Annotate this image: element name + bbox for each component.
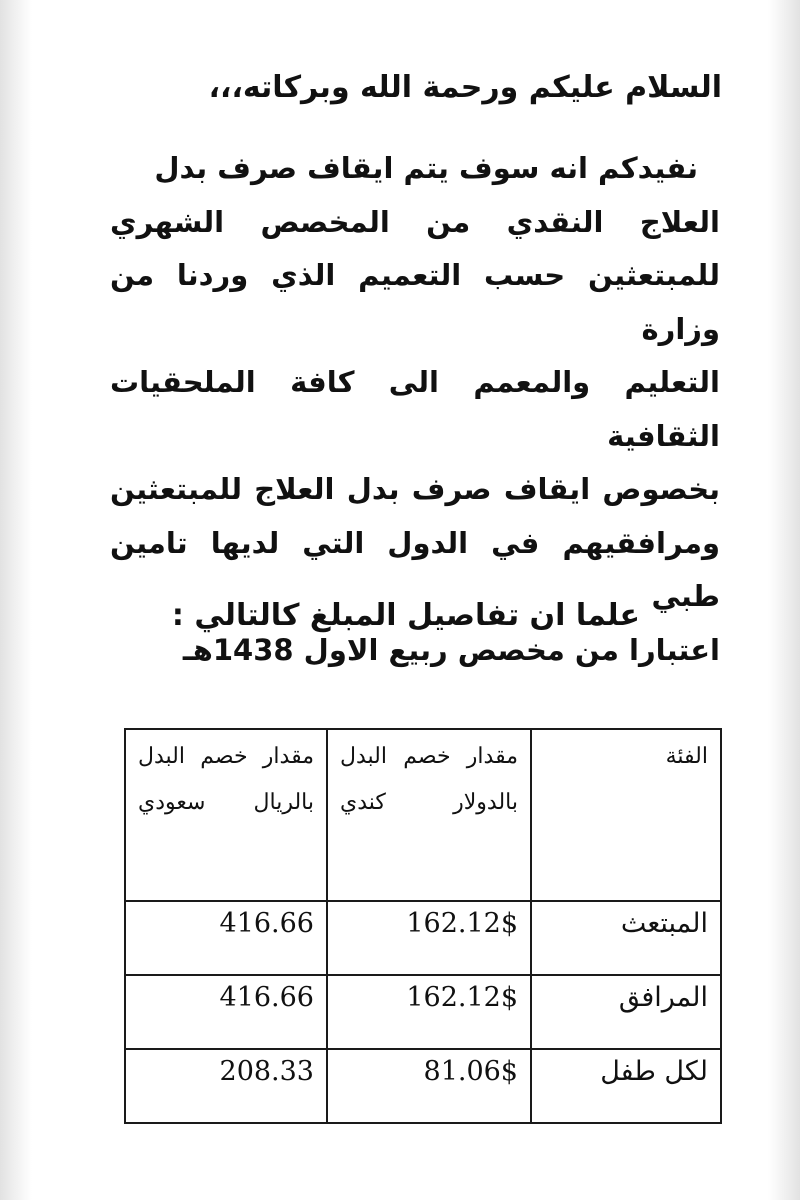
- body-line: بخصوص ايقاف صرف بدل العلاج للمبتعثين: [110, 472, 720, 506]
- table-row: [125, 975, 721, 1049]
- body-line: للمبتعثين حسب التعميم الذي وردنا من وزارة: [110, 258, 720, 346]
- table-header-row: [125, 729, 721, 901]
- cad-amount-cell: 162.12$: [327, 975, 531, 1049]
- amount-details-note: علما ان تفاصيل المبلغ كالتالي :: [171, 598, 640, 633]
- body-line: ومرافقيهم في الدول التي لديها تامين طبي: [110, 525, 720, 613]
- header-cad-deduction: مقدار خصم البدل بالدولار كندي: [327, 729, 531, 901]
- greeting-line: السلام عليكم ورحمة الله وبركاته،،،: [208, 70, 722, 105]
- category-cell: لكل طفل: [531, 1049, 721, 1123]
- body-line: اعتبارا من مخصص ربيع الاول 1438هـ: [182, 632, 720, 667]
- cad-amount-cell: 162.12$: [327, 901, 531, 975]
- table-row: [125, 1049, 721, 1123]
- body-line: نفيدكم انه سوف يتم ايقاف صرف بدل: [154, 151, 698, 185]
- body-line: العلاج النقدي من المخصص الشهري: [110, 204, 720, 239]
- body-line: التعليم والمعمم الى كافة الملحقيات الثقافية: [110, 365, 720, 453]
- category-cell: المبتعث: [531, 901, 721, 975]
- header-sar-deduction: مقدار خصم البدل بالريال سعودي: [125, 729, 327, 901]
- category-cell: المرافق: [531, 975, 721, 1049]
- sar-amount-cell: 416.66: [125, 975, 327, 1049]
- sar-amount-cell: 208.33: [125, 1049, 327, 1123]
- deduction-table: [124, 728, 722, 1124]
- sar-amount-cell: 416.66: [125, 901, 327, 975]
- table-row: [125, 901, 721, 975]
- cad-amount-cell: 81.06$: [327, 1049, 531, 1123]
- header-category: الفئة: [531, 729, 721, 901]
